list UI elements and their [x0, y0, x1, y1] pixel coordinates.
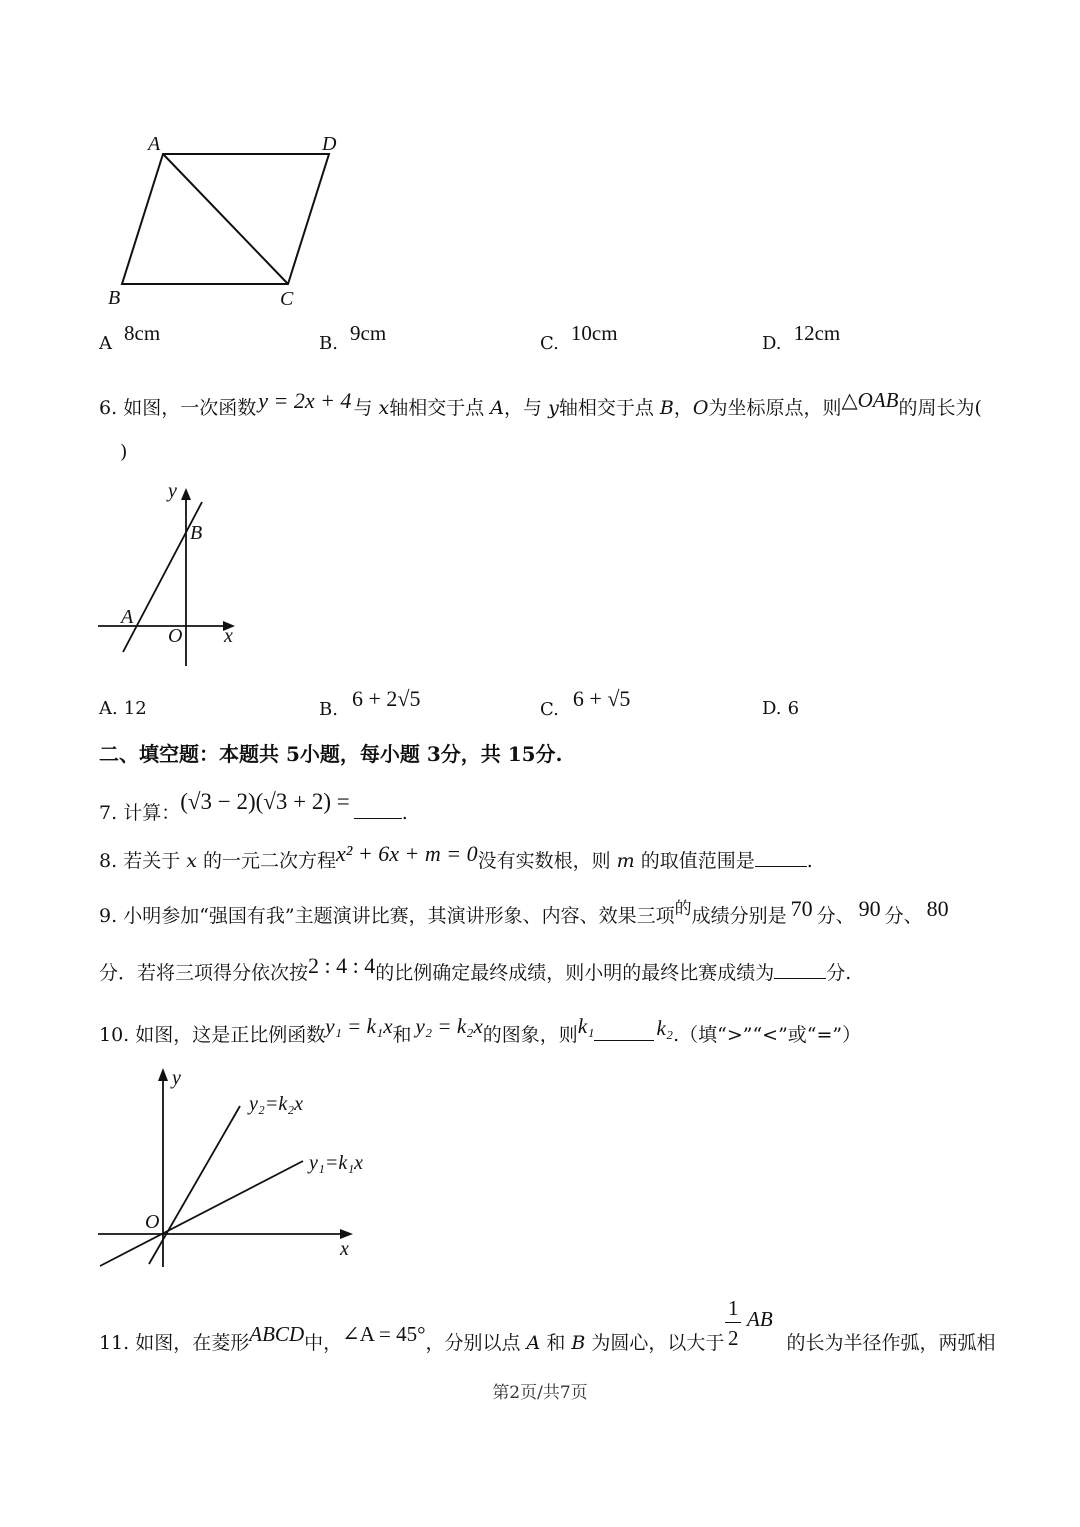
label-c: C [280, 288, 294, 310]
option-letter: B. [319, 333, 338, 354]
q6-text: 的周长为( [898, 397, 982, 419]
option-value: 10cm [570, 321, 618, 345]
label-y: y [168, 480, 177, 502]
point-o: O [692, 397, 709, 419]
point-b: B [571, 1332, 586, 1354]
diagonal-ac [163, 154, 288, 284]
q9-text: 的 [674, 899, 692, 919]
question-number: 10. [99, 1024, 130, 1046]
line-y1 [100, 1161, 303, 1266]
q7-expression: (√3 − 2)(√3 + 2) = [180, 789, 350, 814]
q10-function-1: y₁ = k₁x [325, 1014, 393, 1038]
fraction-numerator: 1 [728, 1296, 739, 1320]
q8-text: . [806, 850, 813, 872]
q11-text: 和 [546, 1332, 566, 1354]
q6-option-d [762, 696, 799, 721]
triangle-oab: △OAB [841, 388, 899, 412]
q7 [99, 789, 408, 825]
question-number: 11. [99, 1332, 130, 1354]
label-x: x [224, 625, 233, 647]
q9-text: 分、 [816, 905, 855, 927]
q8 [99, 841, 813, 873]
option-letter: A. [99, 698, 118, 719]
angle-a: ∠A = 45° [342, 1322, 426, 1346]
q9-text: 的比例确定最终成绩，则小明的最终比赛成绩为 [375, 962, 775, 984]
q10-text: 的图象，则 [482, 1024, 578, 1046]
q5-option-c [540, 321, 618, 356]
q9-text: 分、 [884, 905, 923, 927]
label-y: y [172, 1067, 181, 1089]
q6-text: 轴相交于点 [389, 397, 485, 419]
point-a: A [490, 397, 505, 419]
answer-blank [774, 960, 826, 979]
var-m: m [616, 850, 635, 872]
q7-text: 计算： [123, 802, 181, 824]
q6-text: ， [673, 397, 693, 419]
label-line2: y₂=k₂x [249, 1093, 304, 1115]
score-1: 70 [790, 896, 813, 921]
label-b: B [190, 522, 203, 544]
question-number: 6. [99, 397, 118, 419]
rhombus-abcd: ABCD [249, 1322, 305, 1346]
q6-graph [95, 480, 255, 670]
q8-text: 没有实数根，则 [477, 850, 611, 872]
k2: k₂ [656, 1016, 674, 1040]
q11 [99, 1322, 996, 1355]
q11-text: 中， [304, 1332, 343, 1354]
q10-text: 和 [392, 1024, 412, 1046]
option-letter: D. [762, 698, 782, 719]
option-value: 9cm [350, 321, 387, 345]
label-x: x [340, 1238, 349, 1260]
q6-option-b [319, 686, 421, 722]
q6-close-paren: ) [120, 441, 128, 463]
q9-line1 [99, 896, 953, 929]
q11-text: 如图，在菱形 [135, 1332, 250, 1354]
q9-text: 成绩分别是 [691, 905, 787, 927]
var-x: x [378, 397, 390, 419]
k1: k₁ [577, 1014, 595, 1038]
q9-text: 小明参加“强国有我”主题演讲比赛，其演讲形象、内容、效果三项 [123, 905, 675, 927]
fraction-denominator: 2 [728, 1326, 739, 1350]
q5-option-d [762, 321, 841, 356]
answer-blank [354, 800, 402, 819]
q8-text: 的一元二次方程 [203, 850, 337, 872]
y-axis-arrow [158, 1068, 168, 1081]
question-number: 8. [99, 850, 118, 872]
q6-text: 轴相交于点 [558, 397, 654, 419]
question-number: 9. [99, 905, 118, 927]
q7-text: . [401, 802, 408, 824]
label-d: D [322, 133, 337, 155]
q8-equation: x² + 6x + m = 0 [336, 841, 478, 866]
label-b: B [108, 287, 121, 309]
parallelogram-figure [100, 128, 360, 313]
fraction-bar [725, 1322, 741, 1323]
q9-ratio: 2 : 4 : 4 [308, 953, 376, 978]
q9-text: 分．若将三项得分依次按 [99, 962, 309, 984]
option-letter: C. [540, 333, 559, 354]
var-x: x [186, 850, 197, 872]
label-o: O [168, 625, 183, 647]
q9-line2 [99, 953, 852, 985]
answer-blank [755, 848, 807, 867]
q6-text: ，与 [504, 397, 543, 419]
option-letter: B. [319, 699, 338, 720]
q11-text: 为圆心，以大于 [591, 1332, 725, 1354]
segment-ab: AB [747, 1307, 773, 1331]
page-footer: 第2页/共7页 [492, 1383, 588, 1403]
q9-text: 分. [826, 962, 852, 984]
score-2: 90 [858, 896, 881, 921]
var-y: y [548, 397, 559, 419]
section-heading: 二、填空题：本题共 5小题，每小题 3分，共 15分. [99, 742, 563, 766]
option-letter: A [99, 333, 112, 354]
label-o: O [145, 1211, 160, 1233]
point-b: B [659, 397, 674, 419]
q10-function-2: y₂ = k₂x [415, 1014, 483, 1038]
q6-text: 为坐标原点，则 [708, 397, 842, 419]
q6-text: 与 [353, 397, 373, 419]
q6-line1 [99, 388, 982, 420]
option-letter: C. [540, 699, 559, 720]
q6-text: 如图，一次函数 [123, 397, 257, 419]
question-number: 7. [99, 802, 118, 824]
label-a: A [121, 606, 134, 628]
q10 [99, 1014, 862, 1047]
option-value: 6 + √5 [572, 686, 631, 711]
q6-formula: y = 2x + 4 [258, 388, 352, 413]
q8-text: 的取值范围是 [640, 850, 755, 872]
label-line1: y₁=k₁x [309, 1152, 364, 1174]
q11-text: 的长为半径作弧，两弧相 [786, 1332, 996, 1354]
q6-option-c [540, 686, 631, 722]
score-3: 80 [926, 896, 949, 921]
label-a: A [148, 133, 161, 155]
option-value: 6 + 2√5 [352, 686, 421, 711]
q6-line2 [120, 440, 127, 464]
point-a: A [526, 1332, 541, 1354]
q5-option-a [99, 321, 161, 356]
q6-option-a [99, 696, 147, 721]
option-value: 12 [123, 698, 147, 719]
q10-text: 如图，这是正比例函数 [135, 1024, 326, 1046]
option-value: 8cm [124, 321, 161, 345]
option-letter: D. [762, 333, 782, 354]
q8-text: 若关于 [123, 850, 181, 872]
q10-text: .（填“>”“<”或“=”） [673, 1024, 862, 1046]
option-value: 6 [787, 698, 800, 719]
option-value: 12cm [793, 321, 841, 345]
y-axis-arrow [181, 488, 191, 500]
q5-option-b [319, 321, 387, 356]
q10-graph [95, 1062, 385, 1272]
answer-blank [594, 1022, 654, 1041]
q11-text: ，分别以点 [425, 1332, 521, 1354]
